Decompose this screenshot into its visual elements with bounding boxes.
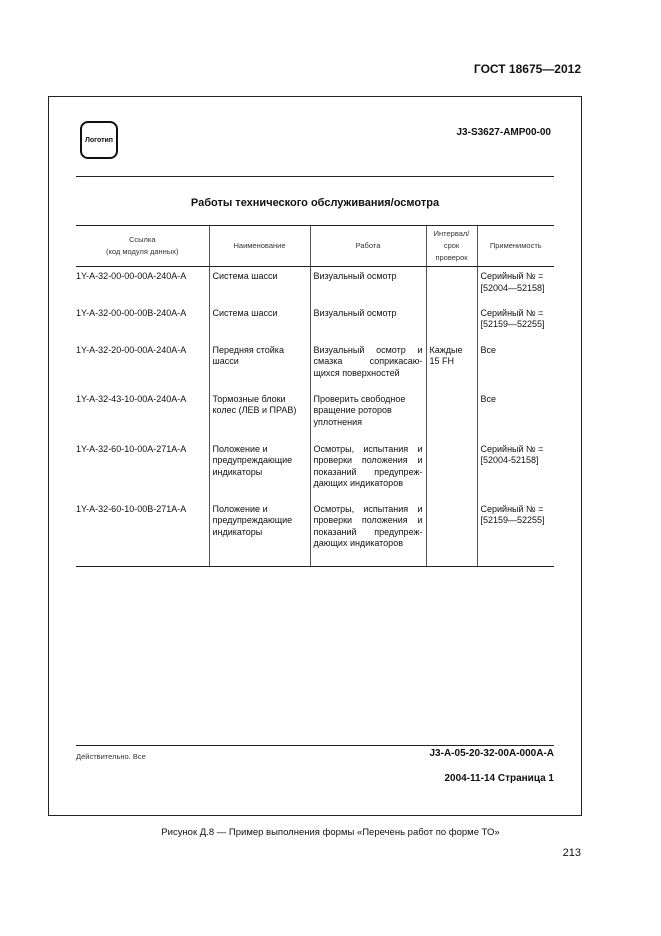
cell-ref: 1Y-A-32-00-00-00A-240A-A [76, 271, 187, 281]
col-interval-header: Интервал/ срок проверок [426, 226, 477, 267]
cell-interval [426, 267, 477, 304]
logo-placeholder [80, 121, 118, 159]
form-title: Работы технического обслуживания/осмотра [190, 197, 440, 209]
cell-name: Система шасси [209, 267, 310, 304]
cell-name: Система шасси [209, 304, 310, 341]
table-header-row [76, 226, 554, 267]
cell-ref: 1Y-A-32-43-10-00A-240A-A [76, 393, 187, 404]
table-row [76, 267, 554, 304]
table-row [76, 341, 554, 390]
col-work-header: Работа [310, 226, 426, 267]
cell-name: Положение и предупреждающие индикаторы [209, 440, 310, 500]
cell-applicability: Серийный № = [52004—52158] [477, 267, 554, 304]
page-number: 213 [562, 847, 581, 859]
form-frame [48, 96, 582, 816]
footer-document-number: J3-A-05-20-32-00A-000A-A [429, 748, 554, 759]
table-row [76, 440, 554, 500]
cell-interval [426, 500, 477, 567]
cell-interval [426, 304, 477, 341]
cell-interval [426, 390, 477, 440]
cell-work: Визуальный осмотр [310, 267, 426, 304]
cell-name: Положение и предупреждающие индикаторы [209, 500, 310, 567]
col-applicability-header: Применимость [477, 226, 554, 267]
cell-applicability: Серийный № = [52159—52255] [477, 304, 554, 341]
table-row [76, 304, 554, 341]
cell-applicability: Серийный № = [52004-52158] [477, 440, 554, 500]
cell-interval: Каждые 15 FH [426, 341, 477, 390]
cell-ref: 1Y-A-32-60-10-00A-271A-A [76, 443, 187, 454]
footer-divider [76, 745, 554, 746]
cell-name: Передняя стойка шасси [209, 341, 310, 390]
document-code: J3-S3627-AMP00-00 [456, 127, 551, 138]
cell-ref: 1Y-A-32-20-00-00A-240A-A [76, 344, 187, 355]
cell-work: Проверить свободное вращение роторов уплотнения [310, 390, 426, 440]
figure-caption: Рисунок Д.8 — Пример выполнения формы «Перечень работ по форме ТО» [161, 827, 500, 838]
cell-work: Осмотры, испытания и проверки положения и показаний предупреж-дающих индикаторов [310, 440, 426, 500]
cell-applicability: Все [477, 341, 554, 390]
standard-number: ГОСТ 18675—2012 [473, 62, 581, 76]
cell-applicability: Все [477, 390, 554, 440]
cell-ref: 1Y-A-32-60-10-00B-271A-A [76, 500, 209, 567]
cell-work: Осмотры, испытания и проверки положения и показаний предупреж-дающих индикаторов [310, 500, 426, 567]
validity-note: Действительно. Все [76, 752, 146, 761]
table-row [76, 500, 554, 567]
table-row [76, 390, 554, 440]
col-name-header: Наименование [209, 226, 310, 267]
cell-applicability: Серийный № = [52159—52255] [477, 500, 554, 567]
col-ref-header: Ссылка (код модуля данных) [76, 226, 209, 267]
footer-date-page: 2004-11-14 Страница 1 [444, 773, 554, 784]
cell-ref: 1Y-A-32-00-00-00B-240A-A [76, 307, 187, 318]
cell-work: Визуальный осмотр и смазка соприкасаю-щихся поверхностей [310, 341, 426, 390]
header-divider [76, 176, 554, 177]
cell-name: Тормозные блоки колес (ЛЕВ и ПРАВ) [209, 390, 310, 440]
cell-interval [426, 440, 477, 500]
logo-text: Логотип [84, 136, 114, 144]
cell-work: Визуальный осмотр [310, 304, 426, 341]
maintenance-table [76, 225, 554, 567]
